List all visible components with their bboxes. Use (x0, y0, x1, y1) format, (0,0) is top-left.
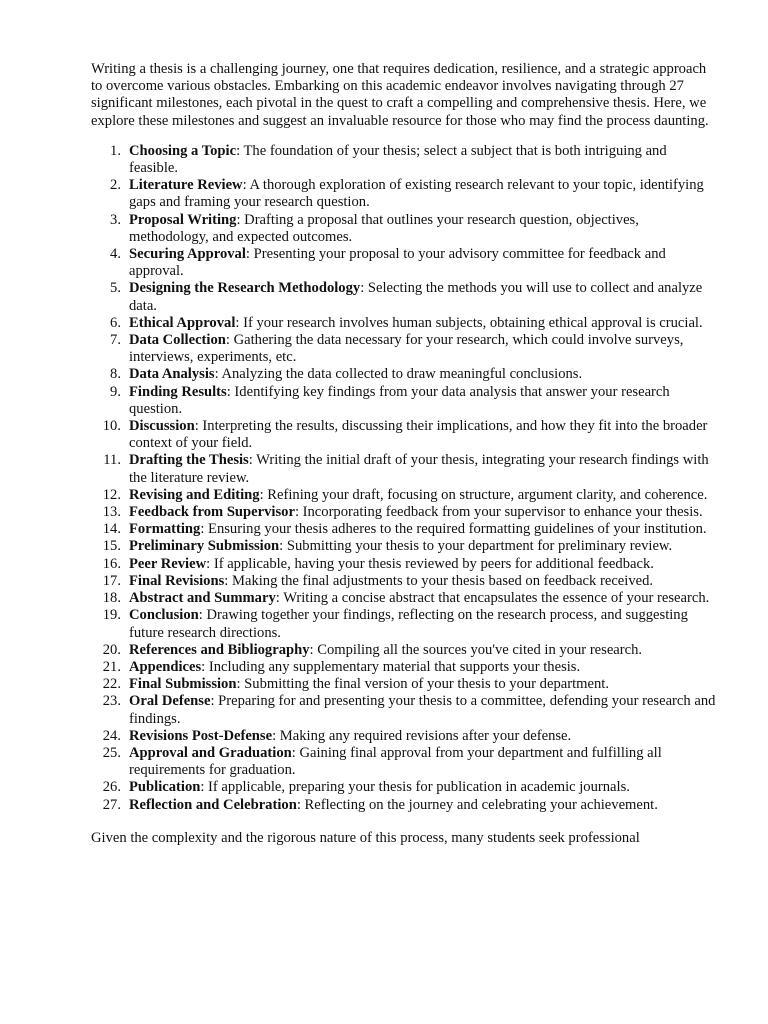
milestone-item (129, 573, 721, 590)
milestone-item (129, 177, 721, 211)
milestone-term: Abstract and Summary (129, 590, 276, 607)
milestone-description: : Interpreting the results, discussing their implications, and how they fit into the broader context of your field. (129, 418, 708, 452)
milestone-term: Final Revisions (129, 572, 225, 589)
milestone-item (129, 246, 721, 280)
milestone-description: : Refining your draft, focusing on structure, argument clarity, and coherence. (259, 486, 708, 503)
milestone-item (129, 676, 721, 693)
milestone-description: : Gaining final approval from your department and fulfilling all requirements for graduation. (129, 744, 662, 779)
milestone-item (129, 280, 721, 314)
milestone-term: Reflection and Celebration (129, 796, 297, 813)
milestone-item (129, 693, 721, 727)
milestone-description: : Drafting a proposal that outlines your research question, objectives, methodology, and expected outcomes. (129, 211, 639, 245)
milestone-term: Formatting (129, 521, 201, 538)
milestone-item (129, 607, 721, 641)
milestone-term: Data Analysis (129, 366, 215, 383)
milestone-description: : Submitting your thesis to your department for preliminary review. (279, 538, 673, 555)
milestone-item (129, 659, 721, 676)
milestone-term: References and Bibliography (129, 641, 310, 658)
milestone-item (129, 745, 721, 779)
milestone-item (129, 779, 721, 796)
milestone-item (129, 504, 721, 521)
milestone-item (129, 418, 721, 452)
milestone-term: Finding Results (129, 383, 227, 400)
milestone-term: Approval and Graduation (129, 744, 292, 761)
milestone-item (129, 212, 721, 246)
milestone-description: : Including any supplementary material that supports your thesis. (201, 658, 581, 675)
milestone-item (129, 143, 721, 177)
milestone-description: : Writing the initial draft of your thesis, integrating your research findings with the literature review. (129, 452, 709, 486)
milestone-description: : A thorough exploration of existing research relevant to your topic, identifying gaps and framing your research question. (129, 177, 704, 211)
milestone-description: : If applicable, having your thesis reviewed by peers for additional feedback. (206, 555, 654, 572)
milestone-item (129, 452, 721, 486)
milestone-item (129, 728, 721, 745)
milestone-term: Designing the Research Methodology (129, 280, 361, 297)
milestone-term: Final Submission (129, 676, 237, 693)
milestone-description: : If applicable, preparing your thesis for publication in academic journals. (200, 779, 630, 796)
milestone-description: : Selecting the methods you will use to collect and analyze data. (129, 280, 703, 314)
milestone-term: Data Collection (129, 332, 226, 349)
milestone-term: Revisions Post-Defense (129, 727, 273, 744)
milestone-term: Drafting the Thesis (129, 452, 249, 469)
milestone-description: : Incorporating feedback from your supervisor to enhance your thesis. (294, 504, 703, 521)
milestone-description: : Drawing together your findings, reflecting on the research process, and suggesting future research directions. (129, 607, 688, 641)
milestone-description: : Making the final adjustments to your thesis based on feedback received. (224, 572, 654, 589)
milestone-item (129, 332, 721, 366)
milestone-description: : If your research involves human subjects, obtaining ethical approval is crucial. (235, 314, 703, 331)
milestone-term: Ethical Approval (129, 314, 236, 331)
milestone-term: Oral Defense (129, 693, 211, 710)
milestone-item (129, 590, 721, 607)
milestone-description: : Identifying key findings from your data analysis that answer your research question. (129, 383, 670, 417)
milestone-item (129, 521, 721, 538)
milestone-item (129, 366, 721, 383)
milestone-item (129, 556, 721, 573)
milestone-description: : Preparing for and presenting your thesis to a committee, defending your research and findings. (129, 693, 716, 727)
milestone-term: Preliminary Submission (129, 538, 280, 555)
milestone-term: Appendices (129, 658, 202, 675)
milestone-term: Literature Review (129, 177, 243, 194)
milestone-term: Feedback from Supervisor (129, 504, 295, 521)
milestone-item (129, 797, 721, 814)
milestone-description: : Making any required revisions after your defense. (272, 727, 572, 744)
milestone-description: : The foundation of your thesis; select a subject that is both intriguing and feasible. (129, 142, 667, 177)
milestone-description: : Presenting your proposal to your advisory committee for feedback and approval. (129, 246, 666, 280)
milestone-term: Publication (129, 779, 201, 796)
milestone-list (91, 143, 721, 814)
milestone-description: : Compiling all the sources you've cited in your research. (309, 641, 643, 658)
milestone-item (129, 538, 721, 555)
milestone-term: Discussion (129, 418, 195, 435)
milestone-description: : Writing a concise abstract that encapsulates the essence of your research. (275, 590, 710, 607)
closing-paragraph: Given the complexity and the rigorous nature of this process, many students seek professional (91, 829, 640, 846)
milestone-term: Securing Approval (129, 246, 246, 263)
milestone-description: : Gathering the data necessary for your research, which could involve surveys, interviews, experiments, etc. (129, 332, 684, 366)
milestone-description: : Ensuring your thesis adheres to the required formatting guidelines of your institution. (200, 521, 707, 538)
milestone-term: Peer Review (129, 555, 207, 572)
milestone-term: Conclusion (129, 607, 199, 624)
milestone-term: Proposal Writing (129, 211, 237, 228)
milestone-item (129, 315, 721, 332)
milestone-description: : Reflecting on the journey and celebrating your achievement. (296, 796, 658, 813)
milestone-item (129, 384, 721, 418)
milestone-term: Revising and Editing (129, 486, 260, 503)
milestone-description: : Submitting the final version of your thesis to your department. (236, 676, 609, 693)
intro-paragraph: Writing a thesis is a challenging journey, one that requires dedication, resilience, and a strategic approach to overcome various obstacles. Embarking on this academic endeavor involves navigating through 27 significant milestones, each pivotal in the quest to craft a compelling and comprehensive thesis. Here, we explore these milestones and suggest an invaluable resource for those who may find the process daunting. (91, 61, 709, 129)
milestone-term: Choosing a Topic (129, 142, 237, 159)
milestone-item (129, 642, 721, 659)
milestone-description: : Analyzing the data collected to draw meaningful conclusions. (214, 366, 583, 383)
milestone-item (129, 487, 721, 504)
document-page (91, 61, 721, 847)
